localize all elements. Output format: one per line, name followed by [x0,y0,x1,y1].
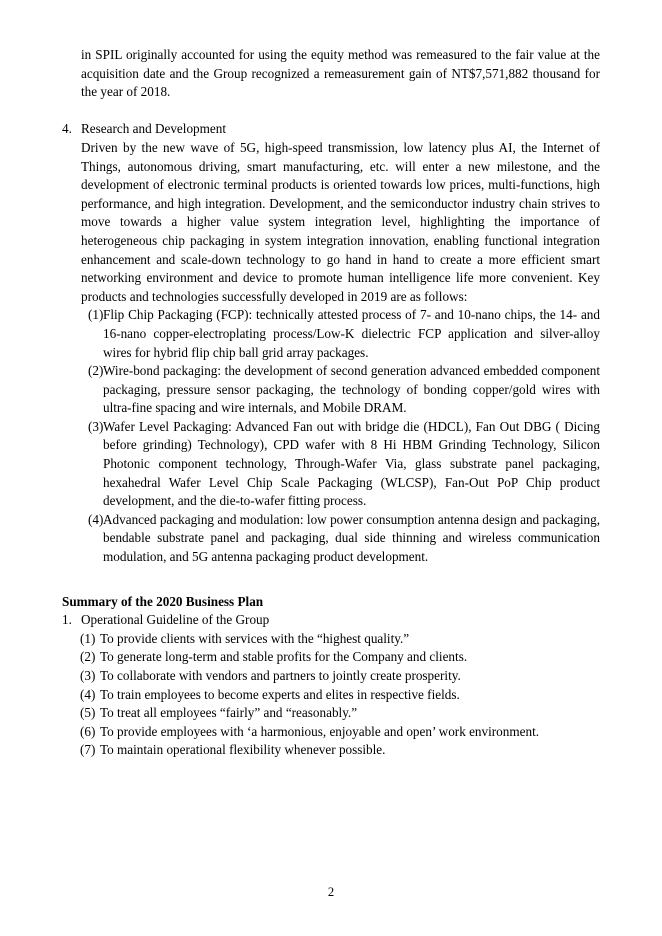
list-item-text: Advanced packaging and modulation: low power consumption antenna design and packaging, bendable substrate panel and packaging, dual side thinning and wireless communication modulation, and 5G antenna packaging product development. [103,511,600,565]
section-research-and-development [62,120,600,306]
summary-section-1 [62,611,600,630]
list-item-text: Wire-bond packaging: the development of second generation advanced embedded component packaging, pressure sensor packaging, the technology of bonding copper/gold wires with ultra-fine spacing and wire internals, and Mobile DRAM. [103,363,600,416]
section-heading: Research and Development [81,121,227,137]
list-item-marker: (2) [88,363,104,379]
list-item-text: Flip Chip Packaging (FCP): technically attested process of 7- and 10-nano chips, the 14- and 16-nano copper-electroplating process/Low-K dielectric FCP application and silver-alloy wires for hybrid flip chip ball grid array packages. [103,307,600,360]
page-number: 2 [327,885,335,899]
list-item [88,418,600,511]
summary-section-title: Operational Guideline of the Group [81,612,270,628]
section-marker: 4. [62,121,72,137]
section-paragraph: Driven by the new wave of 5G, high-speed transmission, low latency plus AI, the Internet of Things, autonomous driving, smart manufacturing, etc. will enter a new milestone, and the development of electronic terminal products is oriented towards low prices, multi-functions, high performance, and high integration. Development, and the semiconductor industry chain strives to move towards a higher value system integration level, highlighting the importance of heterogeneous chip packaging in system integration innovation, enabling functional integration enhancement and scale-down technology to go hand in hand to create a more efficient smart networking environment and device to promote human intelligence life more convenient. Key products and technologies successfully developed in 2019 are as follows: [81,139,600,304]
list-item [80,704,600,723]
list-item-text: To generate long-term and stable profits for the Company and clients. [100,649,468,665]
list-item-marker: (3) [88,418,104,434]
list-item [80,648,600,667]
list-item-marker: (2) [80,649,96,665]
list-item [88,362,600,418]
list-item-marker: (1) [80,630,96,646]
list-item-text: Wafer Level Packaging: Advanced Fan out with bridge die (HDCL), Fan Out DBG ( Dicing before grinding) Technology), CPD wafer with 8 Hi HBM Grinding Technology, Silicon Photonic component technology, Through-Wafer Via, glass substrate panel packaging, hexahedral Wafer Level Chip Scale Packaging (WLCSP), Fan-Out PoP Chip product development, and the die-to-wafer fitting process. [103,418,600,509]
continued-paragraph: in SPIL originally accounted for using the equity method was remeasured to the fair value at the acquisition date and the Group recognized a remeasurement gain of NT$7,571,882 thousand for the year of 2018. [81,47,600,100]
list-item [80,741,600,760]
list-item-marker: (5) [80,705,96,721]
list-item-marker: (1) [88,307,104,323]
list-item [88,306,600,362]
list-item-marker: (3) [80,668,96,683]
list-item-text: To maintain operational flexibility whenever possible. [100,742,386,758]
list-item-marker: (7) [80,742,96,758]
list-item-text: To treat all employees “fairly” and “reasonably.” [100,705,358,721]
list-item-text: To collaborate with vendors and partners to jointly create prosperity. [100,668,461,683]
list-item [88,511,600,567]
list-item-text: To train employees to become experts and elites in respective fields. [100,686,460,702]
rd-item-list [88,306,600,566]
summary-item-list [80,630,600,760]
paragraph-spacer [62,102,600,121]
summary-section-marker: 1. [62,612,72,628]
list-item [80,667,600,686]
list-item-marker: (6) [80,723,96,739]
summary-heading: Summary of the 2020 Business Plan [62,593,264,609]
summary-section-body [81,611,600,630]
section-spacer [62,567,600,593]
list-item-marker: (4) [88,511,104,527]
list-item-text: To provide clients with services with the “highest quality.” [100,630,410,646]
list-item [80,686,600,705]
list-item [80,630,600,649]
page-content [62,46,600,760]
list-item-text: To provide employees with ‘a harmonious, enjoyable and open’ work environment. [100,723,540,739]
list-item-marker: (4) [80,686,96,702]
list-item [80,723,600,742]
section-body [81,120,600,306]
